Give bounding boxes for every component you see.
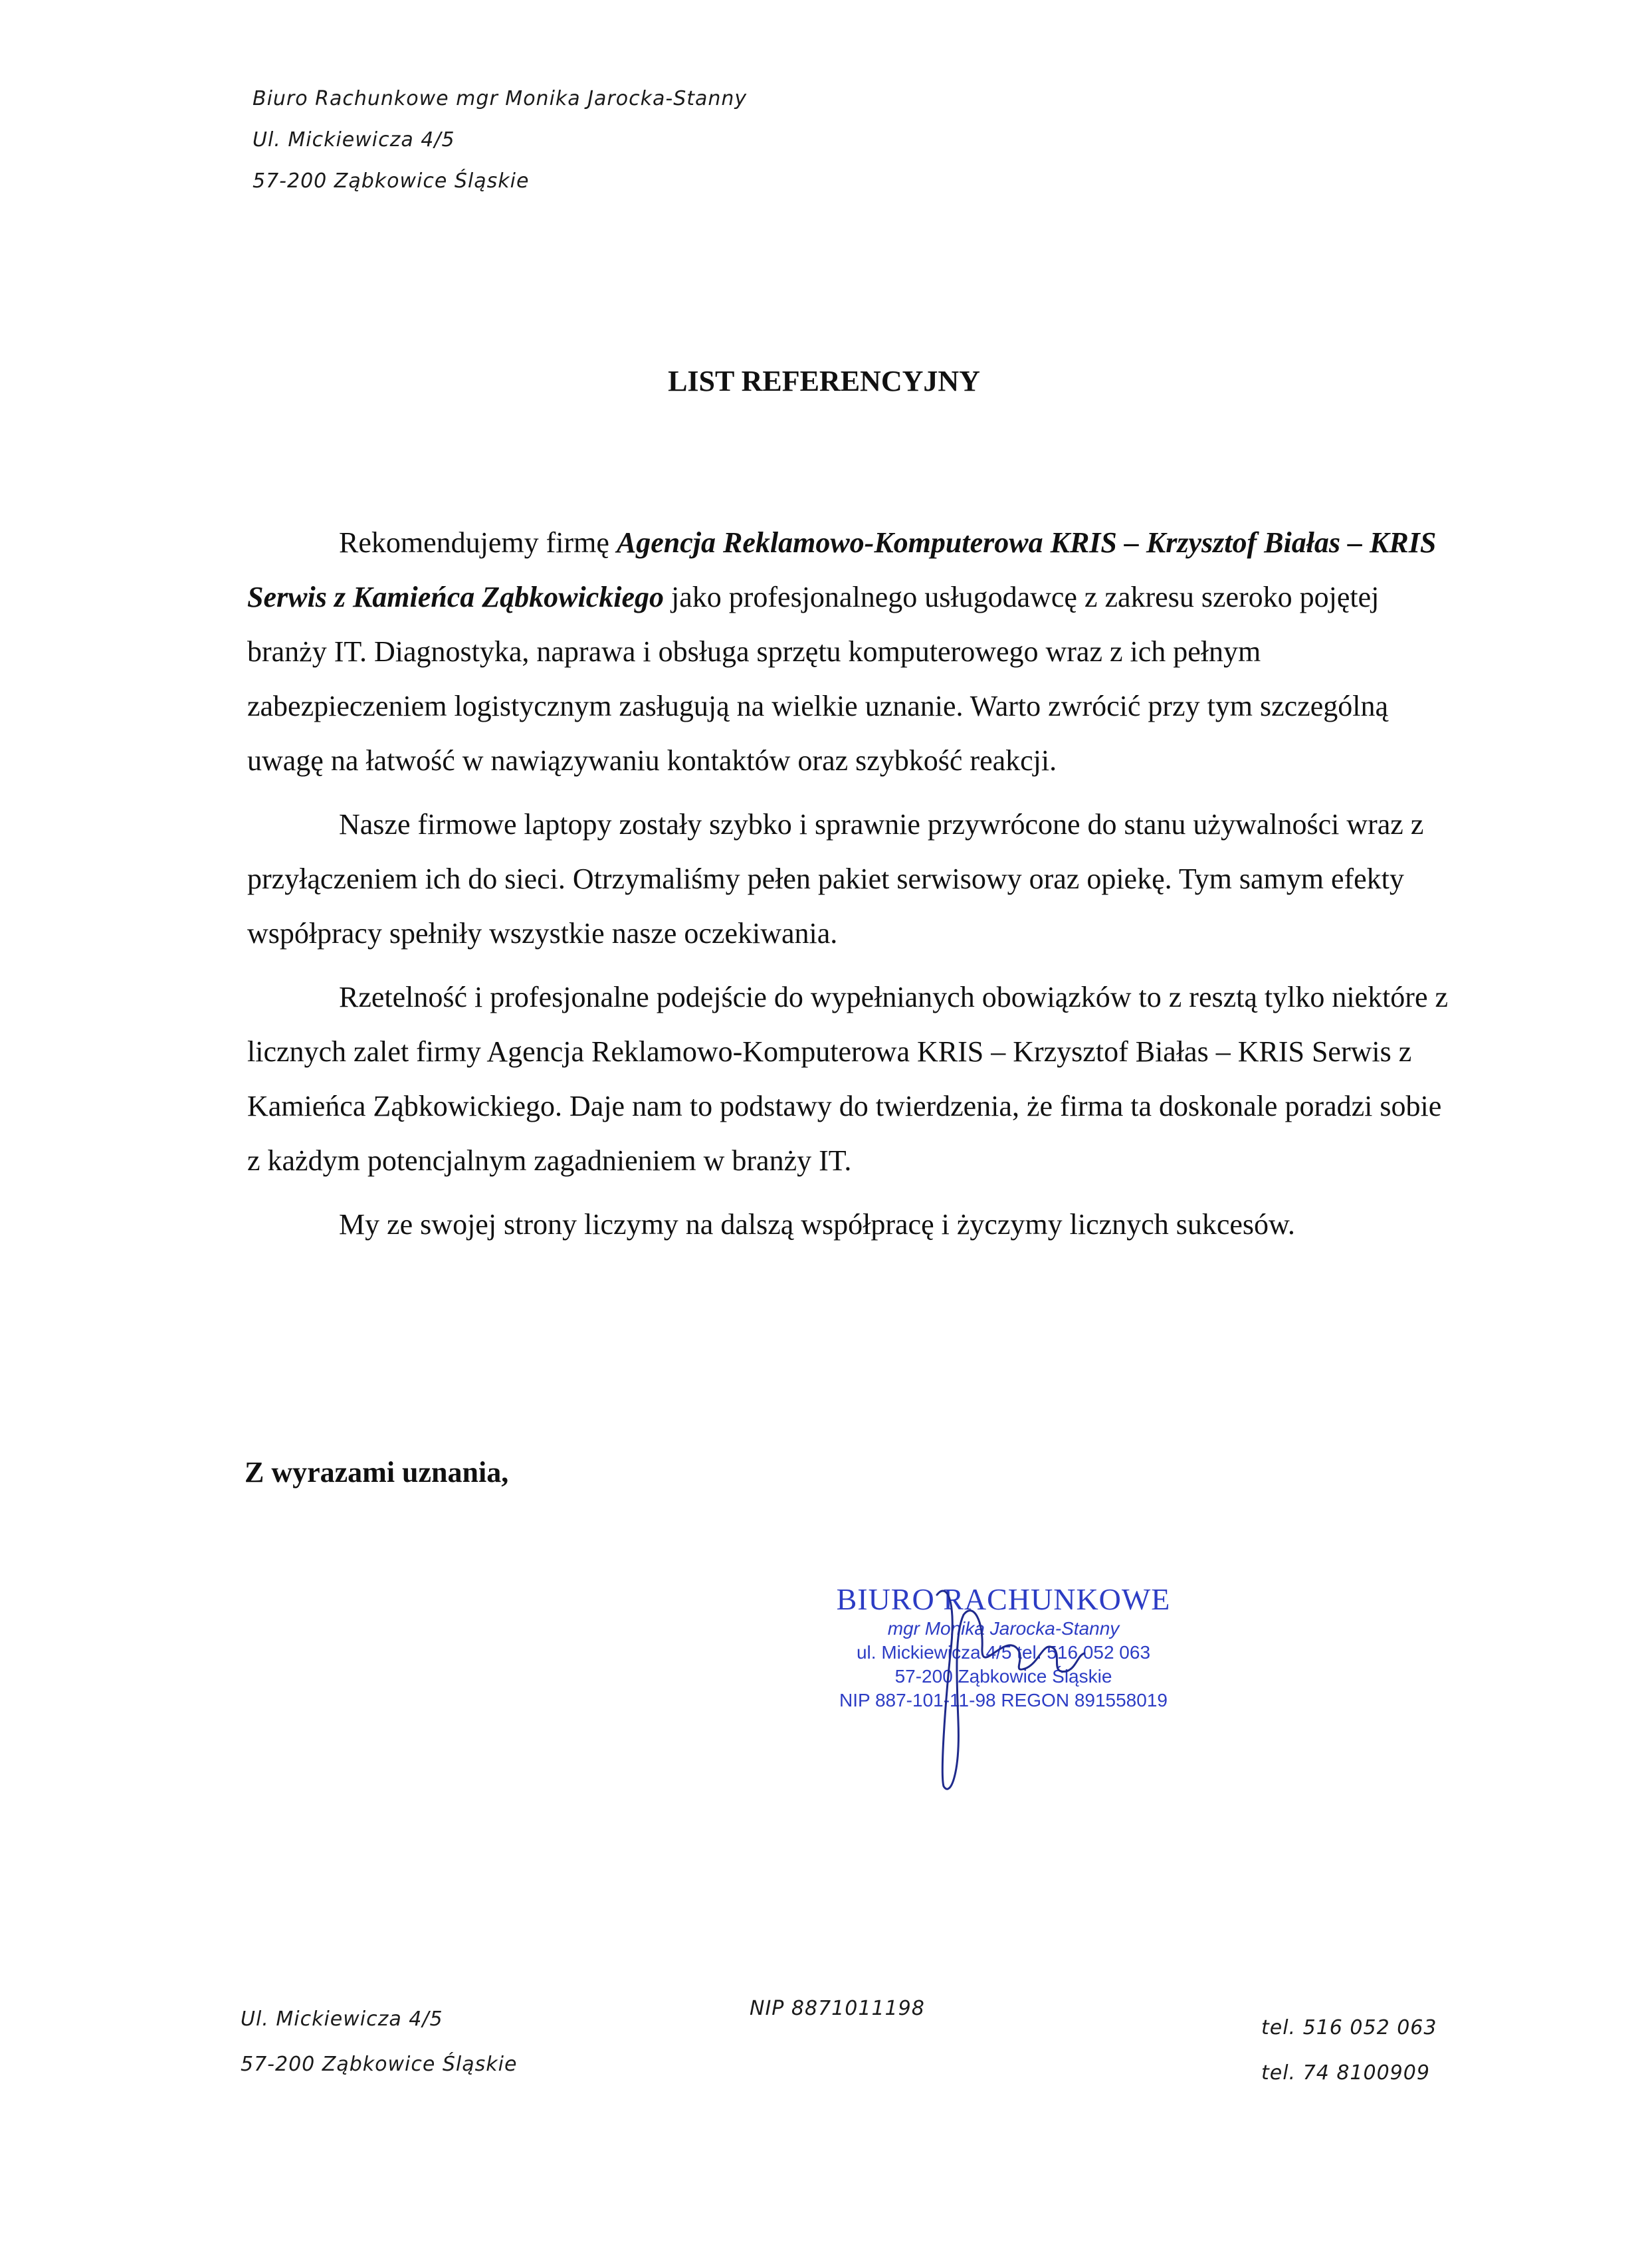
footer-street: Ul. Mickiewicza 4/5 bbox=[241, 2008, 443, 2031]
document-title: LIST REFERENCYJNY bbox=[668, 365, 980, 397]
sender-name: Biuro Rachunkowe mgr Monika Jarocka-Stanny bbox=[253, 87, 748, 110]
sender-city: 57-200 Ząbkowice Śląskie bbox=[253, 169, 530, 193]
stamp-address: ul. Mickiewicza 4/5 tel. 516 052 063 bbox=[856, 1642, 1151, 1663]
stamp-title: BIURO RACHUNKOWE bbox=[836, 1582, 1171, 1616]
company-name: Agencja Reklamowo-Komputerowa KRIS – Krzysztof Białas – KRIS Serwis z Kamieńca Ząbkowickiego bbox=[247, 526, 1437, 613]
sender-address bbox=[253, 78, 747, 202]
stamp-ids: NIP 887-101-11-98 REGON 891558019 bbox=[839, 1690, 1168, 1710]
stamp-owner: mgr Monika Jarocka-Stanny bbox=[887, 1618, 1120, 1639]
stamp-city: 57-200 Ząbkowice Śląskie bbox=[894, 1666, 1112, 1687]
paragraph-1 bbox=[247, 516, 1457, 788]
paragraph-2: Nasze firmowe laptopy zostały szybko i sprawnie przywrócone do stanu używalności wraz z przyłączeniem ich do sieci. Otrzymaliśmy pełen pakiet serwisowy oraz opiekę. Tym samym efekty współpracy spełniły wszystkie nasze oczekiwania. bbox=[247, 808, 1424, 950]
footer-phones bbox=[1261, 2006, 1437, 2096]
sender-street: Ul. Mickiewicza 4/5 bbox=[253, 128, 455, 152]
footer-city: 57-200 Ząbkowice Śląskie bbox=[241, 2053, 518, 2076]
footer-address bbox=[241, 1997, 517, 2087]
footer-phone-1: tel. 516 052 063 bbox=[1261, 2016, 1437, 2039]
footer-nip: NIP 8871011198 bbox=[750, 1997, 925, 2020]
paragraph-1-rest: jako profesjonalnego usługodawcę z zakresu szeroko pojętej branży IT. Diagnostyka, naprawa i obsługa sprzętu komputerowego wraz z ich pełnym zabezpieczeniem logistycznym zasługują na wielkie uznanie. Warto zwrócić przy tym szczególną uwagę na łatwość w nawiązywaniu kontaktów oraz szybkość reakcji. bbox=[247, 581, 1389, 777]
paragraph-1-intro: Rekomendujemy firmę bbox=[339, 526, 617, 559]
paragraph-3: Rzetelność i profesjonalne podejście do wypełnianych obowiązków to z resztą tylko niektóre z licznych zalet firmy Agencja Reklamowo-Komputerowa KRIS – Krzysztof Białas – KRIS Serwis z Kamieńca Ząbkowickiego. Daje nam to podstawy do twierdzenia, że firma ta doskonale poradzi sobie z każdym potencjalnym zagadnieniem w branży IT. bbox=[247, 981, 1449, 1177]
footer-phone-2: tel. 74 8100909 bbox=[1261, 2061, 1430, 2085]
handwritten-signature bbox=[910, 1575, 1110, 1801]
letter-body bbox=[247, 516, 1457, 1261]
closing-phrase: Z wyrazami uznania, bbox=[245, 1456, 509, 1489]
paragraph-4: My ze swojej strony liczymy na dalszą współpracę i życzymy licznych sukcesów. bbox=[339, 1208, 1295, 1241]
